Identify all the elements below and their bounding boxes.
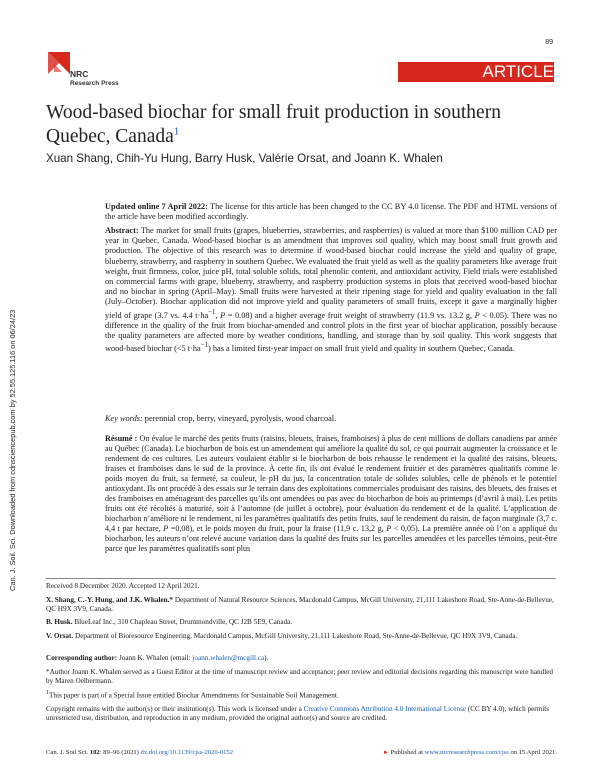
affiliation-1 bbox=[46, 596, 556, 614]
publisher-title: NRC bbox=[70, 69, 89, 79]
article-banner bbox=[398, 62, 554, 82]
resume-p-2: P bbox=[386, 524, 392, 533]
received-dates: Received 8 December 2020. Accepted 12 April 2021. bbox=[46, 582, 200, 590]
special-issue-mark: 1 bbox=[46, 690, 49, 696]
special-issue-note bbox=[46, 689, 556, 700]
author-list: Xuan Shang, Chih-Yu Hung, Barry Husk, Valérie Orsat, and Joann K. Whalen bbox=[46, 152, 443, 165]
keywords-text: perennial crop, berry, vineyard, pyrolysis, wood charcoal. bbox=[142, 414, 337, 423]
resume-text-3: < 0,05). La première année où l’on a appliqué du biocharbon, les auteurs n’ont relevé aucune variation dans la qualité des fruits sur les parcelles amendées et les parcelles témoins, peut-être parce que les paramètres qualitatifs sont plus bbox=[105, 524, 557, 553]
abstract-text-2: , bbox=[215, 310, 221, 320]
affiliation-2-text: BlueLeaf Inc., 310 Chapleau Street, Drummondville, QC J2B 5E9, Canada. bbox=[72, 618, 293, 626]
resume-text-2: =0,08), et le poids moyen du fruit, pour la fraise (11,9 c. 13,2 g, bbox=[168, 524, 387, 533]
corresponding-author bbox=[46, 654, 556, 663]
copyright-notice bbox=[46, 705, 556, 723]
footnote-divider bbox=[46, 578, 556, 579]
copyright-text-1: Copyright remains with the author(s) or their institution(s). This work is licensed under a bbox=[46, 705, 304, 713]
abstract-label: Abstract: bbox=[105, 226, 139, 235]
affiliation-3 bbox=[46, 632, 556, 641]
affiliation-1-text: Department of Natural Resource Sciences, Macdonald Campus, McGill University, 21,111 Lakeshore Road, Ste-Anne-de-Bellevue, QC H9X 3V9, Canada. bbox=[46, 596, 554, 613]
notice-text: The license for this article has been changed to the CC BY 4.0 license. The PDF and HTML versions of the article have been modified accordingly. bbox=[105, 202, 557, 222]
doi-link[interactable]: dx.doi.org/10.1139/cjss-2020-0152 bbox=[140, 749, 234, 756]
notice-label: Updated online 7 April 2022: bbox=[105, 202, 208, 211]
abstract-p-1: P bbox=[220, 310, 226, 320]
affiliation-2-names: B. Husk. bbox=[46, 618, 73, 626]
special-issue-text: This paper is part of a Special Issue entitled Biochar Amendments for Sustainable Soil Management. bbox=[49, 691, 339, 700]
resume-label: Résumé : bbox=[105, 434, 138, 443]
resume-text-1: On évalue le marché des petits fruits (raisins, bleuets, fraises, framboises) à plus de cent millions de dollars canadiens par année au Québec (Canada). Le biocharbon de bois est un amendement qui améliore la qualité du sol, ce qui pourrait augmenter la croissance et le rendement de ces cultures. Les auteurs voulaient établir si le biocharbon de bois rehausse le rendement et la qualité des raisins, bleuets, fraises et framboises dans le sud de la province. À cette fin, ils ont évalué le rendement fruitier et des paramètres qualitatifs comme le poids moyen du fruit, sa fermeté, sa couleur, le pH du jus, la concentration totale de solides solubles, celle de phénols et le potentiel antioxydant. Ils ont procédé à des essais sur le terrain dans des exploitations commerciales produisant des raisins, des bleuets, des fraises et des framboises en aménageant des parcelles qu’ils ont amendées ou pas avec du biocharbon de bois au printemps (d’avril à mai). Les petits fruits ont été récoltés à maturité, soit à l’automne (de juillet à octobre), pour évaluation du rendement et de la qualité. L’application de biocharbon n’améliore ni le rendement, ni les paramètres qualitatifs des petits fruits, sauf le rendement du raisin, de façon marginale (3,7 c. 4,4 t par hectare, bbox=[105, 434, 557, 533]
affiliation-3-names: V. Orsat. bbox=[46, 632, 74, 640]
footer-journal: Can. J. Soil Sci. bbox=[46, 749, 89, 756]
abstract-text-1: The market for small fruits (grapes, blueberries, strawberries, and raspberries) is valued at more than $100 million CAD per year in Quebec, Canada. Wood-based biochar is an amendment that improves soil quality, which may boost small fruit growth and production. The objective of this research was to determine if wood-based biochar could increase the yield and quality of grape, blueberry, strawberry, and raspberry in southern Quebec. We evaluated the fruit yield as well as the quality parameters like average fruit weight, fruit firmness, color, juice pH, total soluble solids, total phenolic content, and antioxidant activity. Field trials were established on commercial farms with grape, blueberry, strawberry, and raspberry production systems in plots that received wood-based biochar and no biochar in spring (April–May). Small fruits were harvested at their ripening stage for yield and quality evaluation in the fall (July–October). Biochar application did not improve yield and quality parameters of small fruits, except it gave a marginally higher yield of grape (3.7 vs. 4.4 t·ha bbox=[105, 226, 557, 320]
update-notice bbox=[105, 202, 557, 222]
published-label: Published at bbox=[388, 749, 425, 756]
corresponding-text: Joann K. Whalen (email: bbox=[117, 654, 193, 662]
published-date: on 15 April 2021. bbox=[508, 749, 557, 756]
abstract bbox=[105, 226, 557, 354]
arrow-icon: ► bbox=[382, 750, 389, 756]
footer-volume: 102 bbox=[89, 749, 100, 756]
keywords bbox=[105, 414, 557, 424]
publisher-name bbox=[70, 70, 119, 88]
corresponding-email-link[interactable]: joann.whalen@mcgill.ca bbox=[192, 654, 265, 662]
editor-note: *Author Joann K. Whalen served as a Guest Editor at the time of manuscript review and acceptance; peer review and editorial decisions regarding this manuscript were handled by Maren Oelbermann. bbox=[46, 668, 554, 685]
corresponding-end: ). bbox=[264, 654, 269, 662]
license-link[interactable]: Creative Commons Attribution 4.0 International License bbox=[303, 705, 467, 713]
resume-p-1: P bbox=[163, 524, 169, 533]
affiliation-2 bbox=[46, 618, 556, 627]
publisher-subtitle: Research Press bbox=[70, 80, 119, 87]
affiliation-3-text: Department of Bioresource Engineering, Macdonald Campus, McGill University, 21,111 Lakeshore Road, Ste-Anne-de-Bellevue, QC H9X 3V9, Canada. bbox=[73, 632, 518, 640]
abstract-p-2: P bbox=[474, 310, 480, 320]
banner-label: ARTICLE bbox=[482, 62, 554, 81]
copyright-text-2: (CC BY 4.0), which permits unrestricted use, distribution, and reproduction in any medium, provided the original author(s) and source are credited. bbox=[46, 705, 550, 722]
abstract-unit-sup-2: −1 bbox=[200, 342, 209, 349]
resume bbox=[105, 434, 557, 554]
nrc-logo-icon bbox=[46, 50, 72, 76]
corresponding-label: Corresponding author: bbox=[46, 654, 118, 662]
abstract-text-5: ) has a limited first-year impact on small fruit yield and quality in southern Quebec, Canada. bbox=[208, 343, 515, 353]
journal-site-link[interactable]: www.nrcresearchpress.com/cjss bbox=[424, 749, 509, 756]
citation-footer bbox=[46, 749, 233, 758]
footer-pages: : 89–96 (2021) bbox=[99, 749, 141, 756]
download-stamp: Can. J. Soil. Sci. Downloaded from cdnsciencepub.com by 52.55.125.116 on 06/24/23 bbox=[8, 309, 17, 591]
title-text: Wood-based biochar for small fruit production in southern Quebec, Canada bbox=[46, 102, 501, 147]
abstract-text-4: < 0.05). There was no difference in the quality of the fruit from biochar-amended and control plots in the first year of biochar application, possibly because the quality parameters are affected more by weather conditions, handling, and storage than by soil quality. This work suggests that wood-based biochar (<5 t·ha bbox=[105, 310, 557, 353]
keywords-label: Key words: bbox=[105, 414, 143, 423]
page-number: 89 bbox=[545, 39, 553, 46]
abstract-text-3: = 0.08) and a higher average fruit weight of strawberry (11.9 vs. 13.2 g, bbox=[225, 310, 475, 320]
article-title bbox=[46, 101, 556, 149]
published-footer bbox=[383, 749, 557, 758]
affiliation-1-names: X. Shang, C.-Y. Hung, and J.K. Whalen.* bbox=[46, 596, 174, 604]
title-footnote-mark[interactable]: 1 bbox=[173, 125, 180, 138]
abstract-unit-sup-1: −1 bbox=[208, 308, 216, 316]
